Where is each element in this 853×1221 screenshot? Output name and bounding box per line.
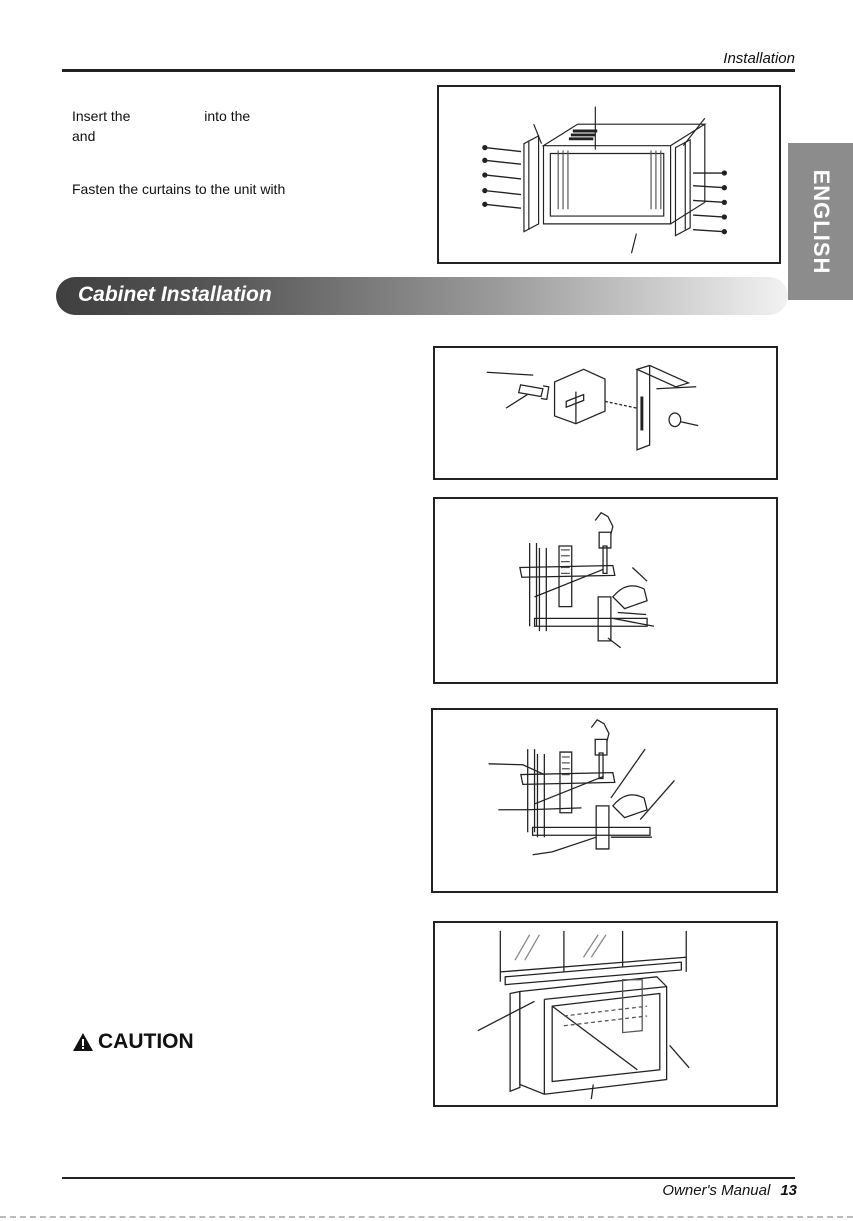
footer-manual-title: Owner's Manual [662, 1182, 771, 1199]
cabinet-window-illustration [435, 923, 776, 1105]
section-title: Cabinet Installation [78, 283, 272, 306]
header-section-title: Installation [723, 50, 795, 67]
bracket-parts-figure [433, 346, 778, 480]
bracket-attach-illustration [435, 499, 776, 682]
cabinet-window-figure [433, 921, 778, 1107]
curtain-illustration [439, 87, 779, 262]
fasten-instruction: Fasten the curtains to the unit with [72, 181, 286, 197]
section-heading-bar [56, 277, 788, 315]
bracket-fasten-figure [431, 708, 778, 893]
caution-text: CAUTION [98, 1030, 194, 1053]
language-tab-label: ENGLISH [808, 169, 834, 274]
bracket-attach-figure [433, 497, 778, 684]
curtain-figure [437, 85, 781, 264]
language-tab [788, 143, 853, 300]
insert-instruction-line1: Insert the into the [72, 108, 251, 124]
page-edge-divider [0, 1216, 853, 1218]
header-rule [62, 69, 795, 72]
bracket-parts-illustration [435, 348, 776, 478]
footer-rule [62, 1177, 795, 1179]
page-number: 13 [780, 1182, 797, 1199]
bracket-fasten-illustration [433, 710, 776, 891]
footer [662, 1182, 797, 1199]
warning-triangle-icon [72, 1032, 94, 1052]
caution-label [72, 1030, 194, 1054]
insert-instruction-line2: and [72, 128, 96, 144]
